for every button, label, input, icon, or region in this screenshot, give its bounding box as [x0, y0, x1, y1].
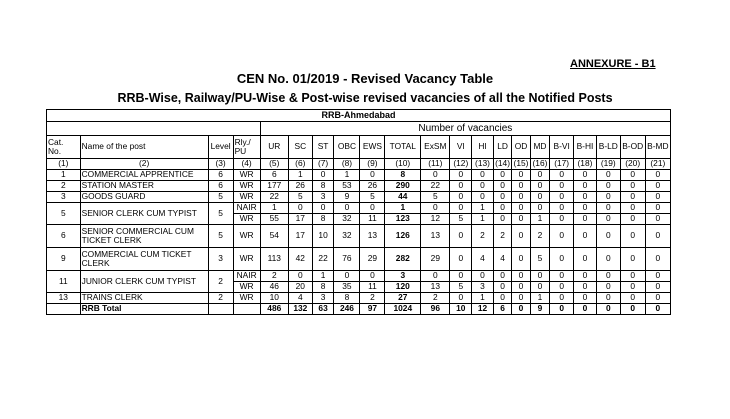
vacancy-value: 2	[421, 293, 450, 304]
vacancy-value: 0	[574, 293, 597, 304]
header-b-od: B-OD	[620, 136, 645, 159]
level: 6	[208, 170, 233, 181]
vacancy-value: 3	[312, 293, 334, 304]
vacancy-value: 123	[385, 214, 421, 225]
vacancy-value: 2	[493, 225, 511, 248]
header-b-hi: B-HI	[574, 136, 597, 159]
vacancy-value: 0	[512, 214, 530, 225]
post-name: COMMERCIAL APPRENTICE	[80, 170, 208, 181]
railway: WR	[233, 248, 260, 271]
vacancy-value: 0	[574, 203, 597, 214]
vacancy-value: 0	[450, 170, 472, 181]
vacancy-value: 11	[360, 214, 385, 225]
vacancy-value: 0	[550, 248, 574, 271]
vacancy-value: 32	[334, 214, 360, 225]
vacancy-value: 0	[450, 203, 472, 214]
level: 5	[208, 192, 233, 203]
level: 5	[208, 225, 233, 248]
vacancy-value: 0	[512, 170, 530, 181]
cat-no: 11	[47, 271, 81, 293]
blank-cell	[208, 304, 233, 315]
table-row	[47, 271, 671, 282]
vacancy-value: 290	[385, 181, 421, 192]
vacancy-value: 1	[334, 170, 360, 181]
vacancy-value: 0	[645, 203, 670, 214]
vacancy-value: 0	[472, 192, 494, 203]
column-number: (1)	[47, 159, 81, 170]
vacancy-value: 0	[550, 170, 574, 181]
vacancy-table	[46, 109, 671, 315]
column-number: (21)	[645, 159, 670, 170]
post-name: JUNIOR CLERK CUM TYPIST	[80, 271, 208, 293]
vacancy-value: 29	[421, 248, 450, 271]
header-rly: Rly./ PU	[233, 136, 260, 159]
vacancy-value: 3	[312, 192, 334, 203]
vacancy-value: 0	[620, 248, 645, 271]
vacancy-value: 0	[450, 192, 472, 203]
vacancy-value: 44	[385, 192, 421, 203]
vacancy-value: 13	[360, 225, 385, 248]
vacancy-value: 0	[530, 170, 550, 181]
vacancy-value: 32	[334, 225, 360, 248]
vacancy-value: 0	[645, 282, 670, 293]
vacancy-value: 120	[385, 282, 421, 293]
vacancy-value: 0	[574, 192, 597, 203]
vacancy-value: 0	[550, 192, 574, 203]
vacancy-value: 126	[385, 225, 421, 248]
vacancy-value: 0	[512, 293, 530, 304]
page-title: CEN No. 01/2019 - Revised Vacancy Table	[236, 71, 494, 86]
railway: WR	[233, 181, 260, 192]
vacancy-value: 63	[312, 304, 334, 315]
railway: WR	[233, 214, 260, 225]
vacancy-value: 0	[596, 170, 620, 181]
column-number: (12)	[450, 159, 472, 170]
vacancy-value: 0	[421, 170, 450, 181]
zone-row	[47, 110, 671, 122]
column-header-row	[47, 136, 671, 159]
vacancy-value: 0	[450, 181, 472, 192]
vacancy-value: 2	[360, 293, 385, 304]
cat-no: 9	[47, 248, 81, 271]
vacancy-value: 0	[620, 203, 645, 214]
vacancy-value: 4	[493, 248, 511, 271]
vacancy-value: 1	[288, 170, 312, 181]
column-number: (8)	[334, 159, 360, 170]
column-number: (18)	[574, 159, 597, 170]
cat-no: 5	[47, 203, 81, 225]
header-exsm: ExSM	[421, 136, 450, 159]
vacancy-value: 42	[288, 248, 312, 271]
vacancy-value: 0	[493, 203, 511, 214]
vacancy-value: 8	[312, 181, 334, 192]
header-level: Level	[208, 136, 233, 159]
vacancy-value: 27	[385, 293, 421, 304]
cat-no: 1	[47, 170, 81, 181]
vacancy-value: 0	[574, 271, 597, 282]
vacancy-value: 17	[288, 225, 312, 248]
vacancy-value: 0	[645, 170, 670, 181]
vacancy-value: 0	[645, 304, 670, 315]
vacancy-value: 0	[550, 225, 574, 248]
vacancy-value: 1	[385, 203, 421, 214]
column-number: (4)	[233, 159, 260, 170]
column-number: (17)	[550, 159, 574, 170]
vacancy-value: 0	[620, 170, 645, 181]
total-row	[47, 304, 671, 315]
table-row	[47, 192, 671, 203]
table-row	[47, 181, 671, 192]
vacancy-value: 0	[645, 293, 670, 304]
vacancy-value: 0	[493, 181, 511, 192]
level: 5	[208, 203, 233, 225]
vacancy-value: 0	[288, 271, 312, 282]
vacancy-value: 0	[334, 203, 360, 214]
vacancy-value: 1	[472, 214, 494, 225]
vacancy-value: 0	[574, 181, 597, 192]
vacancy-value: 5	[450, 214, 472, 225]
vacancy-value: 8	[385, 170, 421, 181]
header-total: TOTAL	[385, 136, 421, 159]
vacancy-value: 0	[288, 203, 312, 214]
vacancy-value: 55	[260, 214, 288, 225]
vacancy-value: 8	[334, 293, 360, 304]
vacancy-value: 0	[360, 271, 385, 282]
vacancy-value: 6	[260, 170, 288, 181]
column-number-row	[47, 159, 671, 170]
vacancy-value: 1	[530, 293, 550, 304]
header-md: MD	[530, 136, 550, 159]
vacancy-value: 3	[385, 271, 421, 282]
vacancy-value: 0	[450, 248, 472, 271]
vacancy-value: 22	[312, 248, 334, 271]
railway: WR	[233, 192, 260, 203]
vacancy-value: 0	[512, 304, 530, 315]
vacancy-value: 6	[493, 304, 511, 315]
header-b-ld: B-LD	[596, 136, 620, 159]
column-number: (7)	[312, 159, 334, 170]
vacancy-value: 54	[260, 225, 288, 248]
vacancy-value: 113	[260, 248, 288, 271]
vacancy-value: 0	[645, 248, 670, 271]
vacancy-value: 97	[360, 304, 385, 315]
vacancy-value: 0	[512, 192, 530, 203]
vacancy-value: 246	[334, 304, 360, 315]
vacancy-value: 8	[312, 214, 334, 225]
vacancy-value: 0	[312, 203, 334, 214]
vacancy-value: 0	[472, 271, 494, 282]
vacancy-value: 26	[360, 181, 385, 192]
vacancy-value: 0	[620, 192, 645, 203]
vacancy-value: 53	[334, 181, 360, 192]
vacancy-value: 0	[645, 181, 670, 192]
column-number: (20)	[620, 159, 645, 170]
vacancy-value: 0	[596, 181, 620, 192]
vacancy-value: 22	[421, 181, 450, 192]
vacancy-value: 29	[360, 248, 385, 271]
vacancy-value: 0	[512, 271, 530, 282]
header-b-md: B-MD	[645, 136, 670, 159]
blank-cell	[233, 304, 260, 315]
vacancy-value: 0	[512, 225, 530, 248]
column-number: (10)	[385, 159, 421, 170]
vacancy-value: 0	[596, 248, 620, 271]
post-name: COMMERCIAL CUM TICKET CLERK	[80, 248, 208, 271]
vacancy-value: 20	[288, 282, 312, 293]
column-number: (5)	[260, 159, 288, 170]
vacancy-value: 0	[493, 293, 511, 304]
vacancy-value: 0	[596, 271, 620, 282]
vacancy-value: 282	[385, 248, 421, 271]
vacancy-value: 0	[574, 225, 597, 248]
cat-no: 6	[47, 225, 81, 248]
vacancy-value: 0	[360, 203, 385, 214]
vacancy-value: 0	[596, 304, 620, 315]
column-number: (3)	[208, 159, 233, 170]
vacancy-value: 1	[472, 293, 494, 304]
vacancy-value: 0	[596, 192, 620, 203]
vacancy-value: 13	[421, 282, 450, 293]
railway: WR	[233, 293, 260, 304]
column-number: (15)	[513, 158, 529, 169]
vacancy-value: 0	[596, 293, 620, 304]
vacancy-value: 26	[288, 181, 312, 192]
vacancy-value: 17	[288, 214, 312, 225]
table-row	[47, 170, 671, 181]
vacancy-value: 177	[260, 181, 288, 192]
vacancy-value: 1024	[385, 304, 421, 315]
blank-cell	[47, 304, 81, 315]
column-number: (11)	[421, 159, 450, 170]
vacancy-value: 2	[472, 225, 494, 248]
level: 2	[208, 293, 233, 304]
column-number: (13)	[472, 159, 494, 170]
vacancy-value: 0	[620, 293, 645, 304]
vacancy-value: 12	[472, 304, 494, 315]
cat-no: 3	[47, 192, 81, 203]
column-number: (2)	[80, 159, 208, 170]
header-hi: HI	[472, 136, 494, 159]
table-row	[47, 248, 671, 271]
post-name: STATION MASTER	[80, 181, 208, 192]
vacancy-value: 0	[360, 170, 385, 181]
vacancy-value: 0	[645, 225, 670, 248]
railway: NAIR	[233, 271, 260, 282]
vacancy-value: 486	[260, 304, 288, 315]
vacancy-value: 10	[260, 293, 288, 304]
vacancy-value: 0	[512, 181, 530, 192]
post-name: GOODS GUARD	[80, 192, 208, 203]
header-sc: SC	[288, 136, 312, 159]
header-od: OD	[512, 136, 530, 159]
vacancy-value: 0	[596, 225, 620, 248]
level: 2	[208, 271, 233, 293]
vacancy-value: 0	[493, 271, 511, 282]
vacancy-value: 0	[450, 293, 472, 304]
vacancy-value: 0	[334, 271, 360, 282]
vacancy-value: 0	[312, 170, 334, 181]
vacancy-value: 11	[360, 282, 385, 293]
vacancy-value: 0	[550, 304, 574, 315]
vacancy-value: 0	[574, 214, 597, 225]
railway: WR	[233, 170, 260, 181]
vacancy-value: 5	[450, 282, 472, 293]
column-number: (16)	[530, 159, 550, 170]
vacancy-value: 0	[550, 293, 574, 304]
vacancy-value: 0	[620, 304, 645, 315]
vacancy-value: 0	[620, 181, 645, 192]
total-label: RRB Total	[80, 304, 208, 315]
railway: NAIR	[233, 203, 260, 214]
vacancy-value: 0	[574, 248, 597, 271]
level: 3	[208, 248, 233, 271]
vacancy-value: 5	[421, 192, 450, 203]
vacancy-value: 96	[421, 304, 450, 315]
vacancy-value: 0	[574, 304, 597, 315]
vacancy-value: 5	[360, 192, 385, 203]
cat-no: 13	[47, 293, 81, 304]
vacancy-value: 0	[493, 192, 511, 203]
vacancy-value: 0	[620, 271, 645, 282]
annexure-label: ANNEXURE - B1	[570, 58, 656, 70]
vacancy-value: 0	[512, 282, 530, 293]
vacancy-value: 1	[260, 203, 288, 214]
vacancy-value: 76	[334, 248, 360, 271]
vacancy-value: 46	[260, 282, 288, 293]
vacancy-value: 22	[260, 192, 288, 203]
vacancy-value: 2	[260, 271, 288, 282]
vacancy-value: 9	[334, 192, 360, 203]
vacancy-value: 2	[530, 225, 550, 248]
vacancy-value: 0	[550, 214, 574, 225]
vacancy-value: 0	[645, 192, 670, 203]
vacancy-value: 10	[312, 225, 334, 248]
column-number: (14)	[495, 158, 511, 169]
blank-cell	[47, 122, 261, 136]
vacancy-value: 0	[620, 214, 645, 225]
vacancy-value: 0	[450, 225, 472, 248]
vacancy-value: 0	[550, 271, 574, 282]
vacancy-value: 8	[312, 282, 334, 293]
vacancy-value: 0	[493, 282, 511, 293]
column-number: (9)	[360, 159, 385, 170]
vacancy-value: 0	[645, 214, 670, 225]
vacancy-value: 0	[550, 181, 574, 192]
post-name: SENIOR COMMERCIAL CUM TICKET CLERK	[80, 225, 208, 248]
vacancy-value: 0	[620, 282, 645, 293]
vacancy-value: 5	[288, 192, 312, 203]
vacancy-value: 9	[530, 304, 550, 315]
header-post: Name of the post	[80, 136, 208, 159]
railway: WR	[233, 282, 260, 293]
vacancy-value: 0	[493, 214, 511, 225]
vacancy-value: 0	[512, 248, 530, 271]
table-row	[47, 225, 671, 248]
vacancy-group-row	[47, 122, 671, 136]
vacancy-value: 0	[530, 282, 550, 293]
vacancy-value: 13	[421, 225, 450, 248]
table-row	[47, 293, 671, 304]
vacancy-value: 0	[596, 282, 620, 293]
vacancy-value: 4	[472, 248, 494, 271]
vacancy-value: 0	[530, 271, 550, 282]
vacancy-value: 0	[450, 271, 472, 282]
vacancy-value: 3	[472, 282, 494, 293]
vacancy-value: 132	[288, 304, 312, 315]
vacancy-value: 0	[421, 203, 450, 214]
vacancy-value: 0	[574, 170, 597, 181]
level: 6	[208, 181, 233, 192]
vacancy-value: 0	[550, 203, 574, 214]
header-obc: OBC	[334, 136, 360, 159]
vacancy-value: 5	[530, 248, 550, 271]
vacancy-value: 35	[334, 282, 360, 293]
column-number: (6)	[288, 159, 312, 170]
vacancy-value: 0	[620, 225, 645, 248]
zone-name: RRB-Ahmedabad	[47, 110, 671, 122]
page-subtitle: RRB-Wise, Railway/PU-Wise & Post-wise revised vacancies of all the Notified Posts	[117, 91, 613, 105]
vacancy-value: 0	[512, 203, 530, 214]
vacancy-value: 0	[493, 170, 511, 181]
vacancy-value: 0	[530, 181, 550, 192]
cat-no: 2	[47, 181, 81, 192]
vacancy-value: 1	[472, 203, 494, 214]
vacancy-value: 0	[550, 282, 574, 293]
vacancy-value: 0	[472, 170, 494, 181]
vacancy-value: 1	[530, 214, 550, 225]
vacancy-value: 12	[421, 214, 450, 225]
header-ld: LD	[493, 136, 511, 159]
vacancy-value: 0	[421, 271, 450, 282]
header-vi: VI	[450, 136, 472, 159]
column-number: (19)	[596, 159, 620, 170]
post-name: SENIOR CLERK CUM TYPIST	[80, 203, 208, 225]
table-row	[47, 203, 671, 214]
vacancy-value: 0	[596, 203, 620, 214]
vacancy-value: 0	[645, 271, 670, 282]
vacancy-value: 0	[574, 282, 597, 293]
post-name: TRAINS CLERK	[80, 293, 208, 304]
vacancy-value: 0	[596, 214, 620, 225]
header-ur: UR	[260, 136, 288, 159]
header-b-vi: B-VI	[550, 136, 574, 159]
header-cat-no: Cat. No.	[47, 136, 81, 159]
vacancy-value: 0	[530, 203, 550, 214]
vacancy-value: 10	[450, 304, 472, 315]
number-of-vacancies-header: Number of vacancies	[260, 122, 670, 136]
header-st: ST	[312, 136, 334, 159]
header-ews: EWS	[360, 136, 385, 159]
vacancy-value: 0	[530, 192, 550, 203]
railway: WR	[233, 225, 260, 248]
vacancy-value: 0	[472, 181, 494, 192]
vacancy-value: 1	[312, 271, 334, 282]
vacancy-value: 4	[288, 293, 312, 304]
